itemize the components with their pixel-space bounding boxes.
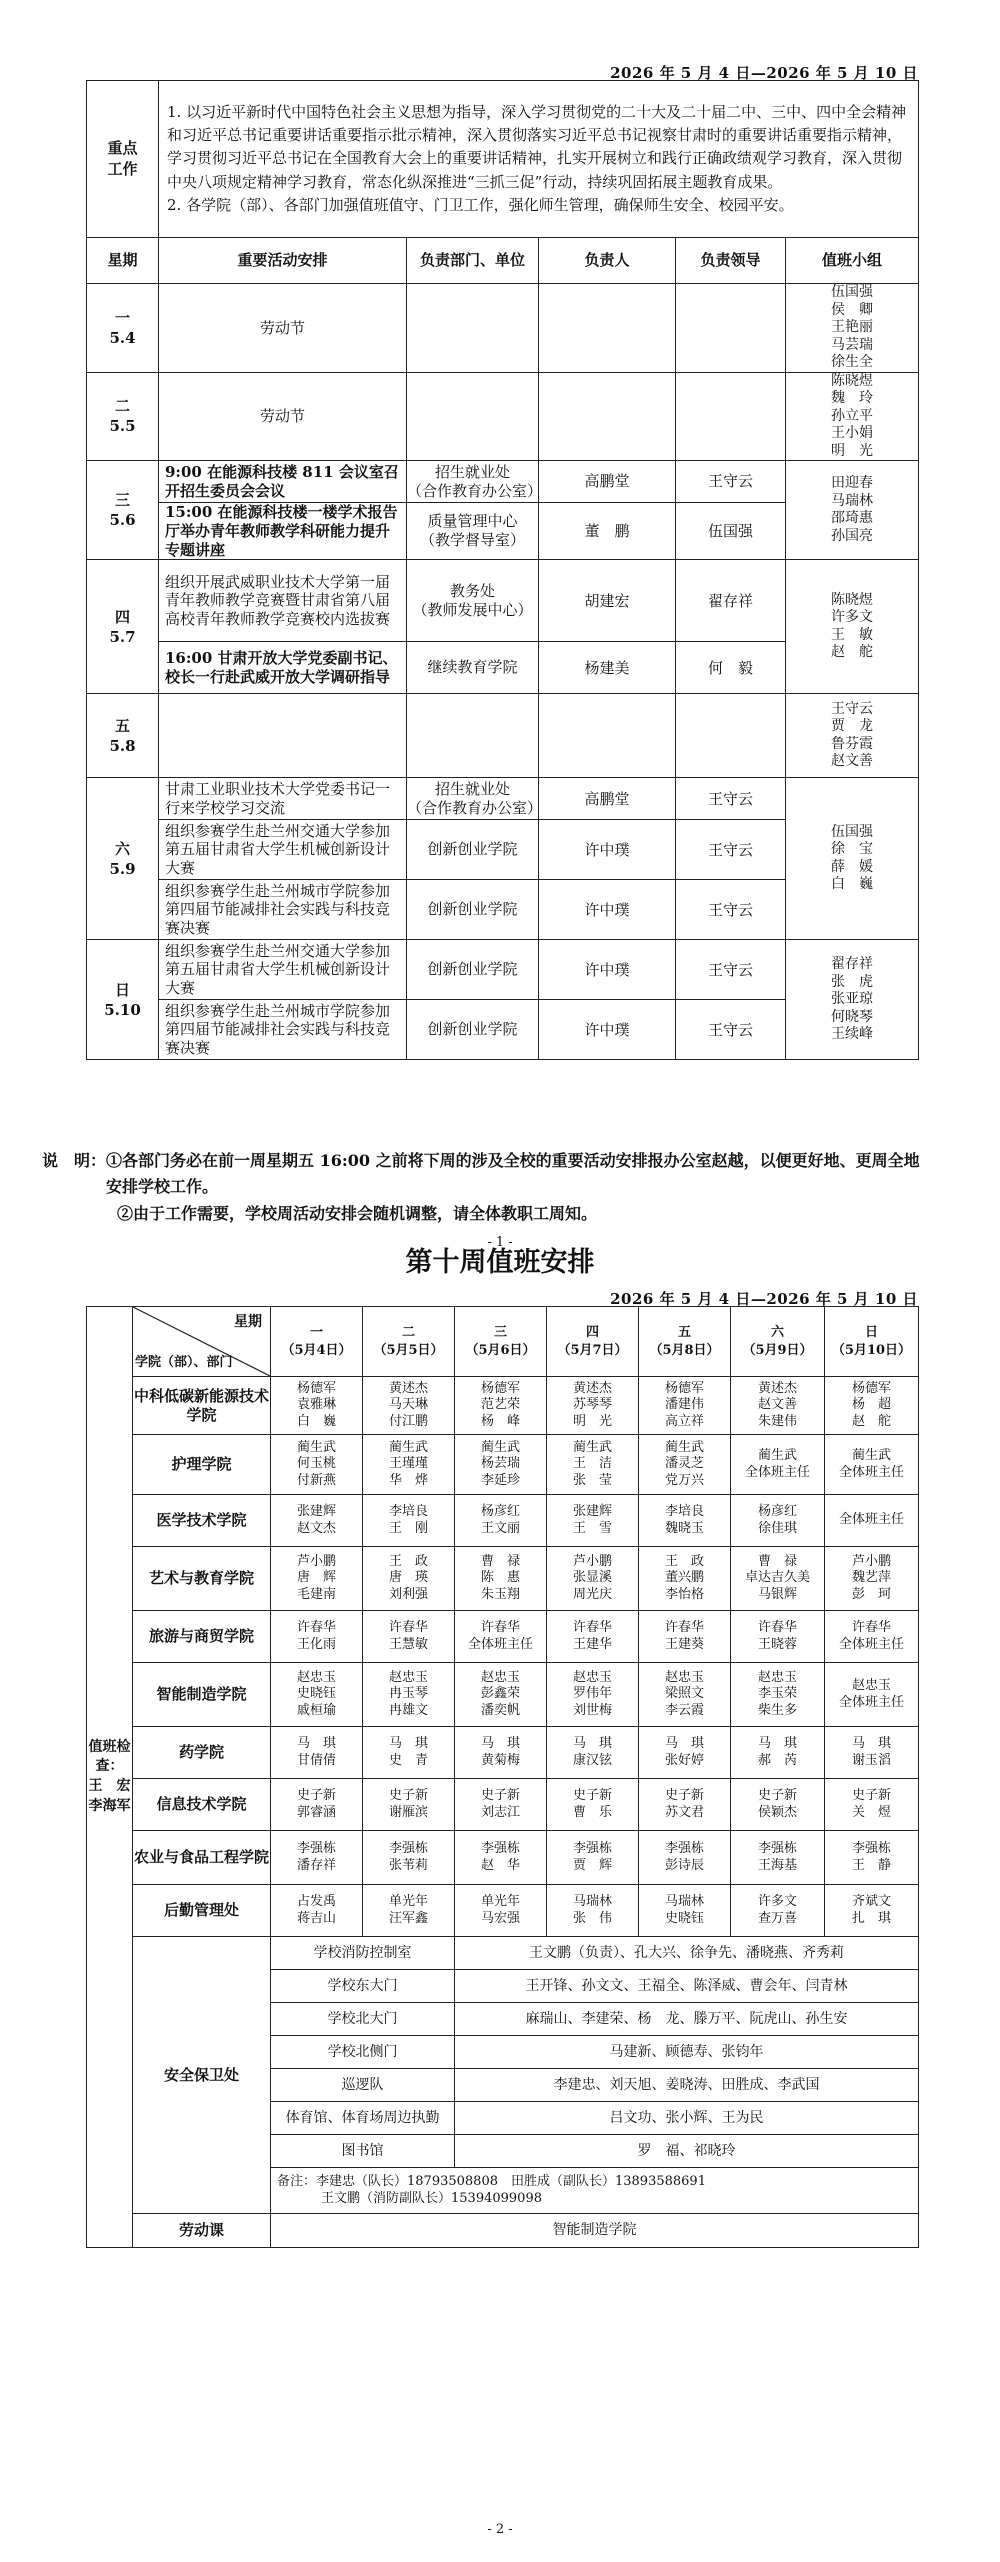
duty-unit-row xyxy=(87,1663,919,1727)
weekday-date: 5.10 xyxy=(104,1000,141,1019)
duty-cell: 马 琪 史 青 xyxy=(363,1727,455,1779)
duty-cell: 马 琪 黄菊梅 xyxy=(455,1727,547,1779)
security-post-cell: 学校北大门 xyxy=(271,2003,455,2036)
department-cell: 创新创业学院 xyxy=(407,940,539,1000)
day-header-date: （5月4日） xyxy=(281,1342,352,1358)
duty-cell: 史子新 关 煜 xyxy=(825,1779,919,1831)
security-people-cell: 王文鹏（负责）、孔大兴、徐争先、潘晓燕、齐秀莉 xyxy=(455,1937,919,1970)
department-cell: 教务处 （教师发展中心） xyxy=(407,560,539,642)
day-header-cell xyxy=(639,1307,731,1377)
day-header-name: 四 xyxy=(585,1324,599,1340)
weekday-cell xyxy=(87,461,159,560)
department-cell: 创新创业学院 xyxy=(407,1000,539,1060)
duty-cell: 赵忠玉 梁照文 李云霞 xyxy=(639,1663,731,1727)
duty-cell: 黄述杰 赵文善 朱建伟 xyxy=(731,1377,825,1435)
duty-cell: 马 琪 康汉铉 xyxy=(547,1727,639,1779)
duty-cell: 杨彦红 徐佳琪 xyxy=(731,1495,825,1547)
duty-cell: 单光年 马宏强 xyxy=(455,1885,547,1937)
person-cell xyxy=(539,694,676,778)
duty-unit-row xyxy=(87,1727,919,1779)
duty-header-row xyxy=(87,1307,919,1377)
leader-cell: 王守云 xyxy=(676,820,786,880)
day-header-name: 六 xyxy=(770,1324,784,1340)
focus-work-text: 1. 以习近平新时代中国特色社会主义思想为指导，深入学习贯彻党的二十大及二十届二中、三中、四中全会精神和习近平总书记重要讲话重要指示批示精神，深入贯彻落实习近平总书记视察甘肃时的重要讲话重要指示精神，学习贯彻习近平总书记在全国教育大会上的重要讲话精神，扎实开展树立和践行正确政绩观学习教育，深入贯彻中央八项规定精神学习教育，常态化纵深推进“三抓三促”行动，持续巩固拓展主题教育成果。 2. 各学院（部）、各部门加强值班值守、门卫工作，强化师生管理，确保师生安全、校园平安。 xyxy=(159,81,919,238)
header-department: 负责部门、单位 xyxy=(407,238,539,284)
weekday-date: 5.8 xyxy=(109,736,136,755)
security-post-cell: 巡逻队 xyxy=(271,2069,455,2102)
weekday-cell xyxy=(87,778,159,940)
department-cell: 继续教育学院 xyxy=(407,642,539,694)
page-number-1: - 1 - xyxy=(487,1235,513,1250)
page-title: 第十周值班安排 xyxy=(405,1247,595,1278)
header-leader: 负责领导 xyxy=(676,238,786,284)
duty-cell: 杨德军 范艺荣 杨 峰 xyxy=(455,1377,547,1435)
security-people-cell: 李建忠、刘天旭、姜晓涛、田胜成、李武国 xyxy=(455,2069,919,2102)
weekday-date: 5.6 xyxy=(109,511,136,530)
weekday-name: 五 xyxy=(114,716,130,735)
duty-unit-row xyxy=(87,1885,919,1937)
duty-cell: 杨德军 袁雅琳 白 巍 xyxy=(271,1377,363,1435)
duty-group-cell: 伍国强 侯 卿 王艳丽 马芸瑞 徐生全 xyxy=(786,284,919,373)
duty-unit-row xyxy=(87,1547,919,1611)
security-post-cell: 图书馆 xyxy=(271,2135,455,2168)
day-header-cell xyxy=(731,1307,825,1377)
duty-unit-row xyxy=(87,1779,919,1831)
duty-cell: 马瑞林 史晓钰 xyxy=(639,1885,731,1937)
duty-cell: 许春华 王慧敏 xyxy=(363,1611,455,1663)
header-activity: 重要活动安排 xyxy=(159,238,407,284)
note-2: ②由于工作需要，学校周活动安排会随机调整，请全体教职工周知。 xyxy=(117,1203,598,1223)
department-cell xyxy=(407,284,539,373)
duty-cell: 许春华 全体班主任 xyxy=(455,1611,547,1663)
department-cell xyxy=(407,372,539,461)
weekday-date: 5.9 xyxy=(109,859,136,878)
duty-cell: 李强栋 赵 华 xyxy=(455,1831,547,1885)
day-header-date: （5月8日） xyxy=(649,1342,720,1358)
duty-group-cell: 伍国强 徐 宝 薛 媛 白 巍 xyxy=(786,778,919,940)
leader-cell: 何 毅 xyxy=(676,642,786,694)
security-post-cell: 学校北侧门 xyxy=(271,2036,455,2069)
day-header-date: （5月5日） xyxy=(373,1342,444,1358)
activity-cell: 组织参赛学生赴兰州城市学院参加第四届节能减排社会实践与科技竞赛决赛 xyxy=(159,880,407,940)
person-cell: 许中璞 xyxy=(539,820,676,880)
activity-cell: 组织参赛学生赴兰州交通大学参加第五届甘肃省大学生机械创新设计大赛 xyxy=(159,940,407,1000)
diag-bottom-label: 学院（部）、部门 xyxy=(135,1355,233,1371)
person-cell: 许中璞 xyxy=(539,880,676,940)
duty-cell: 许多文 查万喜 xyxy=(731,1885,825,1937)
weekday-cell xyxy=(87,694,159,778)
security-remark-cell xyxy=(271,2168,919,2214)
department-cell: 质量管理中心 （教学督导室） xyxy=(407,503,539,560)
activity-cell: 15:00 在能源科技楼一楼学术报告厅举办青年教师教学科研能力提升专题讲座 xyxy=(159,503,407,560)
duty-cell: 曹 禄 陈 惠 朱玉翔 xyxy=(455,1547,547,1611)
header-weekday: 星期 xyxy=(87,238,159,284)
diag-top-label: 星期 xyxy=(234,1314,262,1330)
focus-label: 重点工作 xyxy=(87,81,159,238)
duty-cell: 王 政 唐 瑛 刘利强 xyxy=(363,1547,455,1611)
leader-cell: 翟存祥 xyxy=(676,560,786,642)
day-header-cell xyxy=(455,1307,547,1377)
security-post-cell: 学校消防控制室 xyxy=(271,1937,455,1970)
inspection-cell xyxy=(87,1307,133,2248)
activity-cell: 9:00 在能源科技楼 811 会议室召开招生委员会会议 xyxy=(159,461,407,503)
day-header-name: 一 xyxy=(309,1324,323,1340)
activity-row xyxy=(87,372,919,461)
duty-cell: 许春华 王建华 xyxy=(547,1611,639,1663)
person-cell xyxy=(539,284,676,373)
unit-name-cell: 后勤管理处 xyxy=(133,1885,271,1937)
weekday-name: 四 xyxy=(114,607,130,626)
duty-unit-row xyxy=(87,1377,919,1435)
person-cell: 高鹏堂 xyxy=(539,461,676,503)
duty-cell: 赵忠玉 史晓钰 戚桓瑜 xyxy=(271,1663,363,1727)
department-cell: 创新创业学院 xyxy=(407,820,539,880)
unit-name-cell: 农业与食品工程学院 xyxy=(133,1831,271,1885)
department-cell: 招生就业处 （合作教育办公室） xyxy=(407,778,539,820)
person-cell: 高鹏堂 xyxy=(539,778,676,820)
department-cell: 创新创业学院 xyxy=(407,880,539,940)
duty-date-range: 2026 年 5 月 4 日—2026 年 5 月 10 日 xyxy=(610,1290,918,1308)
duty-cell: 李强栋 王海基 xyxy=(731,1831,825,1885)
duty-cell: 杨彦红 王文丽 xyxy=(455,1495,547,1547)
duty-cell: 黄述杰 马天琳 付江鹏 xyxy=(363,1377,455,1435)
duty-cell: 史子新 曹 乐 xyxy=(547,1779,639,1831)
duty-group-cell: 田迎春 马瑞林 邵琦惠 孙国亮 xyxy=(786,461,919,560)
labor-row xyxy=(87,2214,919,2248)
leader-cell: 王守云 xyxy=(676,1000,786,1060)
weekday-cell xyxy=(87,940,159,1060)
leader-cell xyxy=(676,372,786,461)
duty-group-cell: 陈晓煜 魏 玲 孙立平 王小娟 明 光 xyxy=(786,372,919,461)
security-post-cell: 学校东大门 xyxy=(271,1970,455,2003)
header-person: 负责人 xyxy=(539,238,676,284)
activity-row xyxy=(87,461,919,503)
duty-cell: 赵忠玉 全体班主任 xyxy=(825,1663,919,1727)
duty-cell: 王 政 董兴鹏 李怡格 xyxy=(639,1547,731,1611)
weekday-name: 六 xyxy=(114,839,130,858)
duty-cell: 赵忠玉 彭鑫荣 潘奕帆 xyxy=(455,1663,547,1727)
duty-cell: 蔺生武 全体班主任 xyxy=(731,1435,825,1495)
labor-value-cell: 智能制造学院 xyxy=(271,2214,919,2248)
unit-name-cell: 护理学院 xyxy=(133,1435,271,1495)
department-cell: 招生就业处 （合作教育办公室） xyxy=(407,461,539,503)
notes xyxy=(42,1148,922,1227)
duty-unit-row xyxy=(87,1831,919,1885)
person-cell: 杨建美 xyxy=(539,642,676,694)
activity-row xyxy=(87,560,919,642)
person-cell: 董 鹏 xyxy=(539,503,676,560)
unit-name-cell: 智能制造学院 xyxy=(133,1663,271,1727)
person-cell xyxy=(539,372,676,461)
duty-cell: 蔺生武 全体班主任 xyxy=(825,1435,919,1495)
duty-cell: 李强栋 彭诗辰 xyxy=(639,1831,731,1885)
activity-row xyxy=(87,284,919,373)
leader-cell: 王守云 xyxy=(676,778,786,820)
unit-name-cell: 信息技术学院 xyxy=(133,1779,271,1831)
day-header-date: （5月6日） xyxy=(465,1342,536,1358)
security-row xyxy=(87,1937,919,1970)
day-header-cell xyxy=(825,1307,919,1377)
weekday-cell xyxy=(87,560,159,694)
person-cell: 胡建宏 xyxy=(539,560,676,642)
diagonal-header xyxy=(133,1307,271,1377)
person-cell: 许中璞 xyxy=(539,940,676,1000)
duty-unit-row xyxy=(87,1495,919,1547)
duty-cell: 李培良 王 刚 xyxy=(363,1495,455,1547)
weekday-date: 5.5 xyxy=(109,417,136,436)
duty-unit-row xyxy=(87,1435,919,1495)
activity-cell xyxy=(159,694,407,778)
day-header-date: （5月7日） xyxy=(557,1342,628,1358)
duty-cell: 李强栋 贾 辉 xyxy=(547,1831,639,1885)
page-number-2: - 2 - xyxy=(487,2522,513,2537)
security-post-cell: 体育馆、体育场周边执勤 xyxy=(271,2102,455,2135)
person-cell: 许中璞 xyxy=(539,1000,676,1060)
duty-cell: 蔺生武 杨芸瑞 李延珍 xyxy=(455,1435,547,1495)
duty-group-cell: 王守云 贾 龙 鲁芬霞 赵文善 xyxy=(786,694,919,778)
duty-cell: 许春华 全体班主任 xyxy=(825,1611,919,1663)
duty-cell: 许春华 王建葵 xyxy=(639,1611,731,1663)
security-people-cell: 罗 福、祁晓玲 xyxy=(455,2135,919,2168)
activity-row xyxy=(87,694,919,778)
duty-cell: 马 琪 谢玉滔 xyxy=(825,1727,919,1779)
security-people-cell: 王开锋、孙文文、王福全、陈泽威、曹会年、闫青林 xyxy=(455,1970,919,2003)
duty-cell: 史子新 刘志江 xyxy=(455,1779,547,1831)
security-people-cell: 马建新、顾德寿、张钧年 xyxy=(455,2036,919,2069)
activity-cell: 劳动节 xyxy=(159,372,407,461)
duty-cell: 黄述杰 苏琴琴 明 光 xyxy=(547,1377,639,1435)
duty-cell: 史子新 苏文君 xyxy=(639,1779,731,1831)
duty-cell: 马 琪 甘倩倩 xyxy=(271,1727,363,1779)
weekday-name: 二 xyxy=(114,397,130,415)
header-duty-group: 值班小组 xyxy=(786,238,919,284)
unit-name-cell: 医学技术学院 xyxy=(133,1495,271,1547)
activity-header-row xyxy=(87,238,919,284)
duty-cell: 马 琪 郝 芮 xyxy=(731,1727,825,1779)
day-header-name: 五 xyxy=(677,1324,691,1340)
duty-cell: 齐斌文 扎 琪 xyxy=(825,1885,919,1937)
security-people-cell: 吕文功、张小辉、王为民 xyxy=(455,2102,919,2135)
duty-cell: 蔺生武 何玉桃 付新燕 xyxy=(271,1435,363,1495)
unit-name-cell: 中科低碳新能源技术学院 xyxy=(133,1377,271,1435)
duty-cell: 蔺生武 王 洁 张 莹 xyxy=(547,1435,639,1495)
duty-schedule-table xyxy=(86,1306,919,2248)
weekday-cell xyxy=(87,372,159,461)
day-header-name: 日 xyxy=(864,1324,878,1340)
activity-cell: 组织参赛学生赴兰州城市学院参加第四届节能减排社会实践与科技竞赛决赛 xyxy=(159,1000,407,1060)
activity-cell: 组织参赛学生赴兰州交通大学参加第五届甘肃省大学生机械创新设计大赛 xyxy=(159,820,407,880)
inspection-text: 值班检查： 王 宏 李海军 xyxy=(88,1738,131,1814)
duty-cell: 史子新 郭睿涵 xyxy=(271,1779,363,1831)
activity-cell: 劳动节 xyxy=(159,284,407,373)
day-header-date: （5月9日） xyxy=(742,1342,813,1358)
department-cell xyxy=(407,694,539,778)
duty-cell: 赵忠玉 冉玉琴 冉雄文 xyxy=(363,1663,455,1727)
duty-cell: 赵忠玉 李玉荣 柴生多 xyxy=(731,1663,825,1727)
week-date-range: 2026 年 5 月 4 日—2026 年 5 月 10 日 xyxy=(610,64,918,82)
activity-cell: 16:00 甘肃开放大学党委副书记、校长一行赴武威开放大学调研指导 xyxy=(159,642,407,694)
duty-cell: 张建辉 赵文杰 xyxy=(271,1495,363,1547)
day-header-name: 二 xyxy=(401,1324,415,1340)
duty-cell: 李强栋 王 静 xyxy=(825,1831,919,1885)
unit-name-cell: 旅游与商贸学院 xyxy=(133,1611,271,1663)
duty-group-cell: 陈晓煜 许多文 王 敏 赵 舵 xyxy=(786,560,919,694)
duty-cell: 马瑞林 张 伟 xyxy=(547,1885,639,1937)
duty-cell: 赵忠玉 罗伟年 刘世梅 xyxy=(547,1663,639,1727)
weekday-date: 5.4 xyxy=(109,328,136,347)
weekday-name: 一 xyxy=(114,308,130,327)
leader-cell: 王守云 xyxy=(676,880,786,940)
duty-cell: 李强栋 潘存祥 xyxy=(271,1831,363,1885)
leader-cell xyxy=(676,694,786,778)
security-remark-1: 备注：李建忠（队长）18793508808 田胜成（副队长）13893588691 xyxy=(277,2174,706,2190)
duty-cell: 史子新 侯颖杰 xyxy=(731,1779,825,1831)
leader-cell: 王守云 xyxy=(676,940,786,1000)
day-header-date: （5月10日） xyxy=(831,1342,912,1358)
duty-cell: 蔺生武 潘灵芝 党万兴 xyxy=(639,1435,731,1495)
duty-cell: 李培良 魏晓玉 xyxy=(639,1495,731,1547)
note-label: 说 明： xyxy=(42,1151,107,1170)
duty-cell: 李强栋 张苇莉 xyxy=(363,1831,455,1885)
day-header-cell xyxy=(363,1307,455,1377)
activity-row xyxy=(87,778,919,820)
weekday-name: 日 xyxy=(114,980,130,999)
activity-cell: 组织开展武威职业技术大学第一届青年教师教学竞赛暨甘肃省第八届高校青年教师教学竞赛校内选拔赛 xyxy=(159,560,407,642)
weekday-cell xyxy=(87,284,159,373)
activity-cell: 甘肃工业职业技术大学党委书记一行来学校学习交流 xyxy=(159,778,407,820)
leader-cell xyxy=(676,284,786,373)
duty-cell: 杨德军 潘建伟 高立祥 xyxy=(639,1377,731,1435)
duty-cell: 占发禹 蒋吉山 xyxy=(271,1885,363,1937)
leader-cell: 王守云 xyxy=(676,461,786,503)
duty-cell: 芦小鹏 唐 辉 毛建南 xyxy=(271,1547,363,1611)
unit-name-cell: 药学院 xyxy=(133,1727,271,1779)
duty-cell: 许春华 王晓蓉 xyxy=(731,1611,825,1663)
duty-cell: 马 琪 张好婷 xyxy=(639,1727,731,1779)
leader-cell: 伍国强 xyxy=(676,503,786,560)
duty-cell: 曹 禄 卓达吉久美 马银辉 xyxy=(731,1547,825,1611)
note-1: ①各部门务必在前一周星期五 16:00 之前将下周的涉及全校的重要活动安排报办公室赵越，以便更好地、更周全地安排学校工作。 xyxy=(106,1151,920,1197)
unit-name-cell: 艺术与教育学院 xyxy=(133,1547,271,1611)
duty-cell: 蔺生武 王瑾瑾 华 烨 xyxy=(363,1435,455,1495)
duty-cell: 杨德军 杨 超 赵 舵 xyxy=(825,1377,919,1435)
day-header-cell xyxy=(271,1307,363,1377)
security-remark-2: 王文鹏（消防副队长）15394099098 xyxy=(321,2190,542,2206)
security-people-cell: 麻瑞山、李建荣、杨 龙、滕万平、阮虎山、孙生安 xyxy=(455,2003,919,2036)
duty-cell: 全体班主任 xyxy=(825,1495,919,1547)
security-dept-cell: 安全保卫处 xyxy=(133,1937,271,2214)
labor-label-cell: 劳动课 xyxy=(133,2214,271,2248)
duty-cell: 张建辉 王 雪 xyxy=(547,1495,639,1547)
duty-cell: 芦小鹏 张显溪 周光庆 xyxy=(547,1547,639,1611)
duty-cell: 单光年 汪军鑫 xyxy=(363,1885,455,1937)
duty-cell: 芦小鹏 魏艺萍 彭 珂 xyxy=(825,1547,919,1611)
duty-group-cell: 翟存祥 张 虎 张亚琼 何晓琴 王续峰 xyxy=(786,940,919,1060)
day-header-name: 三 xyxy=(493,1324,507,1340)
activity-row xyxy=(87,940,919,1000)
day-header-cell xyxy=(547,1307,639,1377)
weekday-date: 5.7 xyxy=(109,627,136,646)
duty-unit-row xyxy=(87,1611,919,1663)
duty-cell: 许春华 王化雨 xyxy=(271,1611,363,1663)
weekday-name: 三 xyxy=(114,490,130,509)
weekly-activity-table xyxy=(86,80,919,1060)
duty-cell: 史子新 谢雁滨 xyxy=(363,1779,455,1831)
